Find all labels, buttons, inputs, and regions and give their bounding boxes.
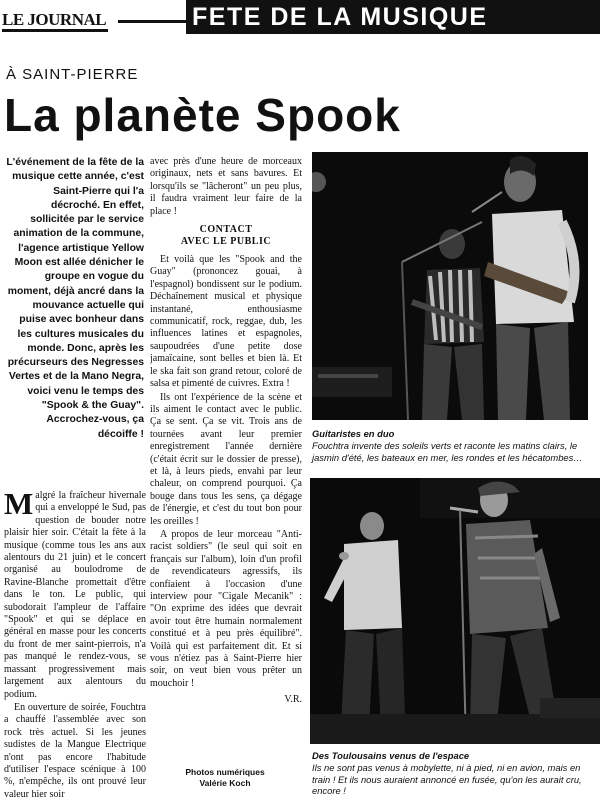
concert-photo-singers bbox=[310, 478, 600, 744]
singers-illustration bbox=[310, 478, 600, 744]
section-title: FETE DE LA MUSIQUE bbox=[192, 3, 488, 31]
article-subhead bbox=[150, 224, 302, 248]
concert-photo-guitarists bbox=[312, 152, 588, 420]
paragraph: Ils ont l'expérience de la scène et ils aiment le contact avec le public. Ça se sent. Ça se vit. Trois ans de tournées avant leur premier enregistrement l'année dernière (c'était écrit sur le dossier de presse), et là, à leurs pieds, envahi par leur chaleur, on comprend pourquoi. Ça bouge dans tous les sens, ça dégage de l'énergie, et c'est du tout bon pour les oreilles ! bbox=[150, 391, 302, 527]
caption-title: Des Toulousains venus de l'espace bbox=[312, 750, 470, 761]
photo-credits bbox=[150, 767, 300, 789]
masthead bbox=[0, 0, 600, 40]
article-kicker: À SAINT-PIERRE bbox=[6, 66, 139, 83]
paragraph bbox=[4, 490, 146, 701]
caption-text: Ils ne sont pas venus à mobylette, ni à pied, ni en avion, mais en train ! Et ils nous auraient annoncé en fusée, qu'on les aurait cru, encore ! bbox=[312, 761, 582, 797]
paragraph-text: algré la fraîcheur hivernale qui a enveloppé le Sud, pas question de bouder notre plaisir hier soir. C'était la fête à la musique (comme tous les ans aux alentours du 21 juin) et le concert organisé au boulodrome de Ravine-Blanche promettait d'être dans le ton. Le public, qui subodorait l'ampleur de l'affaire "Spook" et qui se déplace en général en masse pour les concerts du front de mer saint-pierrois, n'a pas manqué le rendez-vous, se massant progressivement mais largement aux alentours du podium. bbox=[4, 490, 146, 700]
subhead-line: CONTACT bbox=[199, 224, 253, 236]
newspaper-logo: LE JOURNAL bbox=[2, 11, 108, 32]
photo-caption-guitarists bbox=[312, 428, 594, 463]
author-signature: V.R. bbox=[284, 694, 302, 706]
article-headline: La planète Spook bbox=[4, 89, 401, 141]
credits-line: Photos numériques bbox=[185, 767, 265, 777]
photo-caption-singers bbox=[312, 750, 600, 797]
subhead-line: AVEC LE PUBLIC bbox=[180, 236, 272, 248]
paragraph: A propos de leur morceau "Anti-racist soldiers" (le seul qui soit en français sur l'album), loin d'un profil de revendicateurs agressifs, ils confiaient à l'occasion d'une interview pour "Cigale Mecanik" : "On exprime des idées que devrait avoir tout être humain normalement constitué et à peu près équilibré". Voilà qui est parfaitement dit. Et si vous n'étiez pas à Saint-Pierre hier soir, on veut bien vous prêter un mouchoir ! bbox=[150, 528, 302, 689]
caption-text: Fouchtra invente des soleils verts et raconte les matins clairs, le jasmin d'été, les bateaux en mer, les rondes et les hécatombes… bbox=[312, 439, 583, 463]
paragraph: En ouverture de soirée, Fouchtra a chauffé l'assemblée avec son rock très actuel. Si les jeunes sudistes de la Mangue Electrique n'ont pas encore l'habitude d'utiliser l'espace scénique à 100 %, n'empêche, ils ont prouvé leur valeur hier soir bbox=[4, 701, 146, 800]
article-column-2 bbox=[150, 156, 302, 746]
drop-cap: M bbox=[4, 490, 34, 521]
credits-line: Valérie Koch bbox=[199, 778, 251, 788]
guitarists-illustration bbox=[312, 152, 588, 420]
article-column-1 bbox=[4, 490, 146, 801]
paragraph: Et voilà que les "Spook and the Guay" (prononcez gouai, à l'espagnol) bondissent sur le podium. Déchaînement musical et physique instantané, enthousiasme communicatif, rock, reggae, dub, les influences latines et espagnoles, saupoudrées d'une petite dose jamaïcaine, sont belles et bien là. Et le ska fait son grand retour, coloré de salsa et pimenté de cuivres. Extra ! bbox=[150, 254, 302, 390]
masthead-rule bbox=[118, 20, 186, 23]
caption-title: Guitaristes en duo bbox=[312, 428, 395, 439]
paragraph: avec près d'une heure de morceaux originaux, nets et sans bavures. Et lorsqu'ils se "lâcheront" un peu plus, il faudra vraiment leur faire de la place ! bbox=[150, 156, 302, 217]
section-band bbox=[186, 0, 600, 34]
article-chapeau: L'événement de la fête de la musique cette année, c'est Saint-Pierre qui l'a décroché. En effet, sollicitée par le service animation de la commune, l'agence artistique Yellow Moon est allée dénicher le groupe en vogue du moment, déjà ancré dans la mouvance actuelle qui puise avec bonheur dans les cultures musicales du monde. Donc, après les précurseurs des Negresses Vertes et de la Mano Negra, voici venu le temps des "Spook & the Guay". Accrochez-vous, ça décoiffe ! bbox=[6, 157, 144, 440]
